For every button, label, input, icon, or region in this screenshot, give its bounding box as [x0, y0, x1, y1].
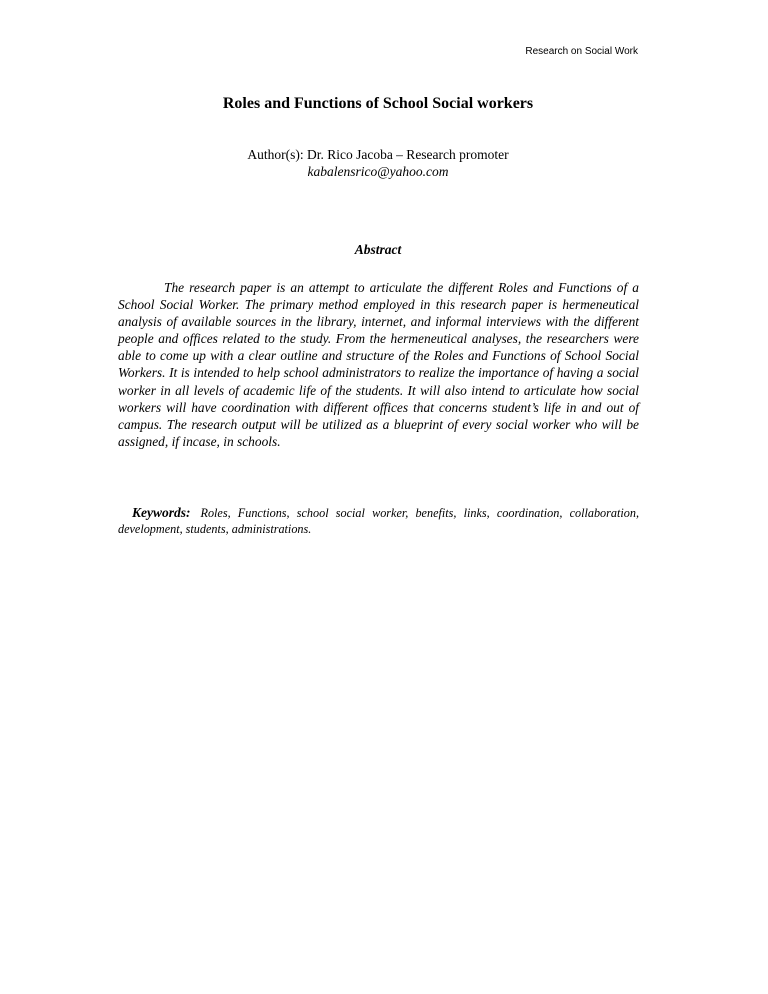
keywords-label: Keywords:	[132, 505, 191, 520]
author-email: kabalensrico@yahoo.com	[307, 164, 449, 179]
paper-title: Roles and Functions of School Social workers	[222, 95, 534, 112]
running-header: Research on Social Work	[525, 46, 638, 57]
keywords-paragraph	[118, 505, 639, 537]
author-line: Author(s): Dr. Rico Jacoba – Research promoter	[247, 147, 509, 162]
abstract-body: The research paper is an attempt to articulate the different Roles and Functions of a School Social Worker. The primary method employed in this research paper is hermeneutical analysis of available sources in the library, internet, and informal interviews with the different people and offices related to the study. From the hermeneutical analyses, the researchers were able to come up with a clear outline and structure of the Roles and Functions of School Social Workers. It is intended to help school administrators to realize the importance of having a social worker in all levels of academic life of the students. It will also intend to articulate how social workers will have coordination with different offices that concerns student’s life in and out of campus. The research output will be utilized as a blueprint of every social worker who will be assigned, if incase, in schools.	[118, 280, 639, 449]
keywords-text: Roles, Functions, school social worker, benefits, links, coordination, collaboration, development, students, administrations.	[118, 506, 639, 536]
author-block	[0, 146, 756, 180]
abstract-heading: Abstract	[354, 242, 402, 257]
